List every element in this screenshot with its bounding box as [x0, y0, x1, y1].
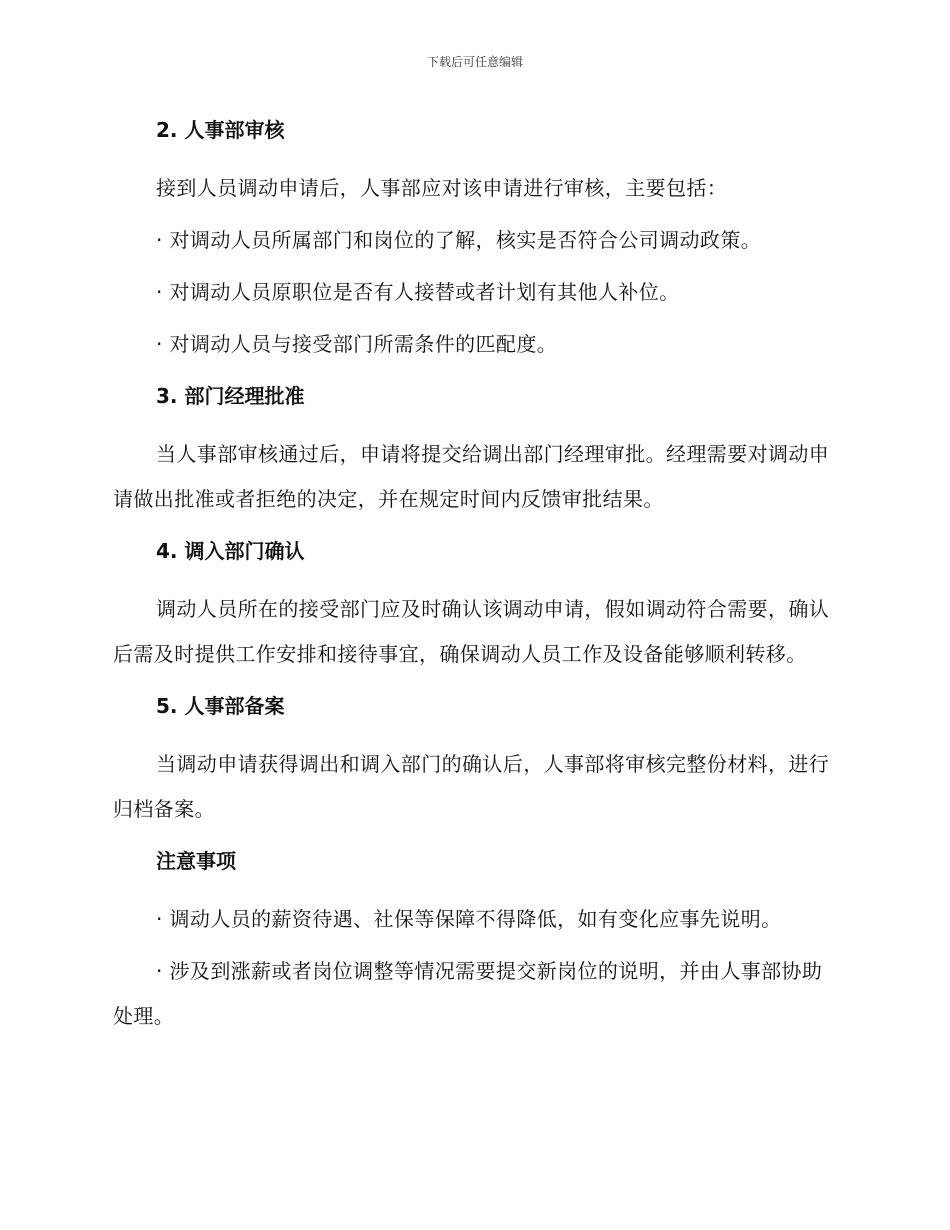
bullet-item: · 对调动人员所属部门和岗位的了解，核实是否符合公司调动政策。: [156, 228, 762, 252]
section-heading: 注意事项: [156, 849, 236, 873]
section-heading: 4. 调入部门确认: [156, 539, 305, 563]
page-header-note: 下载后可任意编辑: [426, 55, 523, 69]
paragraph: 接到人员调动申请后，人事部应对该申请进行审核，主要包括：: [156, 176, 728, 200]
bullet-item: · 调动人员的薪资待遇、社保等保障不得降低，如有变化应事先说明。: [156, 907, 782, 931]
section-heading: 5. 人事部备案: [156, 694, 285, 718]
section-heading: 3. 部门经理批准: [156, 384, 305, 408]
bullet-item: · 对调动人员原职位是否有人接替或者计划有其他人补位。: [156, 280, 680, 304]
paragraph: 调动人员所在的接受部门应及时确认该调动申请，假如调动符合需要，确认后需及时提供工作安排和接待事宜，确保调动人员工作及设备能够顺利转移。: [113, 597, 830, 666]
document-body: [113, 112, 833, 1050]
bullet-item: · 涉及到涨薪或者岗位调整等情况需要提交新岗位的说明，并由人事部协助处理。: [113, 959, 823, 1028]
paragraph: 当调动申请获得调出和调入部门的确认后，人事部将审核完整份材料，进行归档备案。: [113, 752, 830, 821]
section-heading: 2. 人事部审核: [156, 118, 285, 142]
paragraph: 当人事部审核通过后，申请将提交给调出部门经理审批。经理需要对调动申请做出批准或者拒绝的决定，并在规定时间内反馈审批结果。: [113, 442, 830, 511]
bullet-item: · 对调动人员与接受部门所需条件的匹配度。: [156, 332, 558, 356]
